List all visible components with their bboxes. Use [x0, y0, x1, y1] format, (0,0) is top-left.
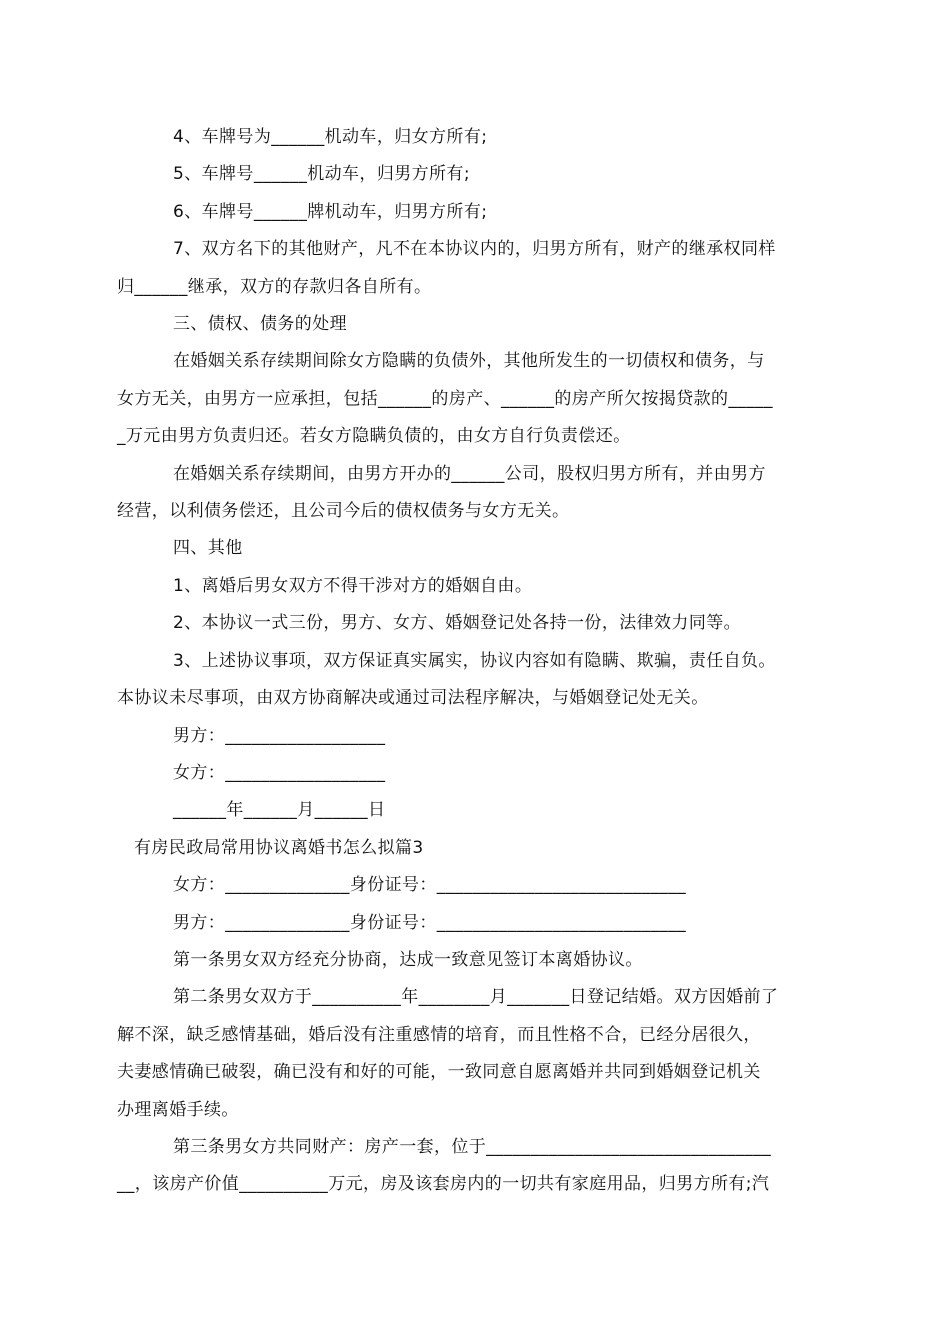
article-2: 第二条男女双方于__________年________月_______日登记结婚。双方因婚前了	[173, 987, 779, 1008]
signature-male: 男方：__________________	[173, 725, 386, 746]
article-title: 有房民政局常用协议离婚书怎么拟篇3	[134, 837, 424, 858]
article-2-line-2: 解不深，缺乏感情基础，婚后没有注重感情的培育，而且性格不合，已经分居很久，	[117, 1024, 761, 1045]
clause-6-vehicle-male: 6、车牌号______牌机动车，归男方所有;	[173, 201, 488, 222]
signature-date: ______年______月______日	[173, 800, 386, 821]
other-item-3-line-2: 本协议未尽事项，由双方协商解决或通过司法程序解决，与婚姻登记处无关。	[117, 688, 709, 709]
clause-4-vehicle-female: 4、车牌号为______机动车，归女方所有;	[173, 127, 488, 147]
article-3: 第三条男女方共同财产：房产一套，位于________________________________	[173, 1136, 771, 1157]
party-male-id: 男方：______________身份证号：____________________________	[173, 912, 686, 933]
document-page	[117, 119, 835, 1204]
other-item-1: 1、离婚后男女双方不得干涉对方的婚姻自由。	[173, 575, 533, 596]
debts-paragraph-2: 在婚姻关系存续期间，由男方开办的______公司，股权归男方所有，并由男方	[173, 463, 766, 484]
other-item-3: 3、上述协议事项，双方保证真实属实，协议内容如有隐瞒、欺骗，责任自负。	[173, 650, 776, 671]
article-2-line-4: 办理离婚手续。	[117, 1099, 239, 1120]
party-female-id: 女方：______________身份证号：____________________________	[173, 875, 686, 896]
article-2-line-3: 夫妻感情确已破裂，确已没有和好的可能，一致同意自愿离婚并共同到婚姻登记机关	[117, 1062, 761, 1083]
article-1: 第一条男女双方经充分协商，达成一致意见签订本离婚协议。	[173, 949, 643, 970]
clause-7-other-property: 7、双方名下的其他财产，凡不在本协议内的，归男方所有，财产的继承权同样	[173, 239, 776, 260]
other-item-2: 2、本协议一式三份，男方、女方、婚姻登记处各持一份，法律效力同等。	[173, 613, 742, 634]
clause-5-vehicle-male: 5、车牌号______机动车，归男方所有;	[173, 164, 470, 185]
debts-paragraph-1: 在婚姻关系存续期间除女方隐瞒的负债外，其他所发生的一切债权和债务，与	[173, 351, 765, 372]
debts-paragraph-1-line-3: _万元由男方负责归还。若女方隐瞒负债的，由女方自行负责偿还。	[117, 426, 631, 447]
clause-7-continued: 归______继承，双方的存款归各自所有。	[117, 276, 432, 297]
section-heading-debts: 三、债权、债务的处理	[173, 314, 347, 335]
debts-paragraph-1-line-2: 女方无关，由男方一应承担，包括______的房产、______的房产所欠按揭贷款的_____	[117, 388, 773, 409]
section-heading-other: 四、其他	[173, 538, 243, 559]
debts-paragraph-2-line-2: 经营，以利债务偿还，且公司今后的债权债务与女方无关。	[117, 501, 570, 522]
signature-female: 女方：__________________	[173, 762, 386, 783]
article-3-line-2: __，该房产价值__________万元，房及该套房内的一切共有家庭用品，归男方所有;汽	[117, 1174, 770, 1195]
